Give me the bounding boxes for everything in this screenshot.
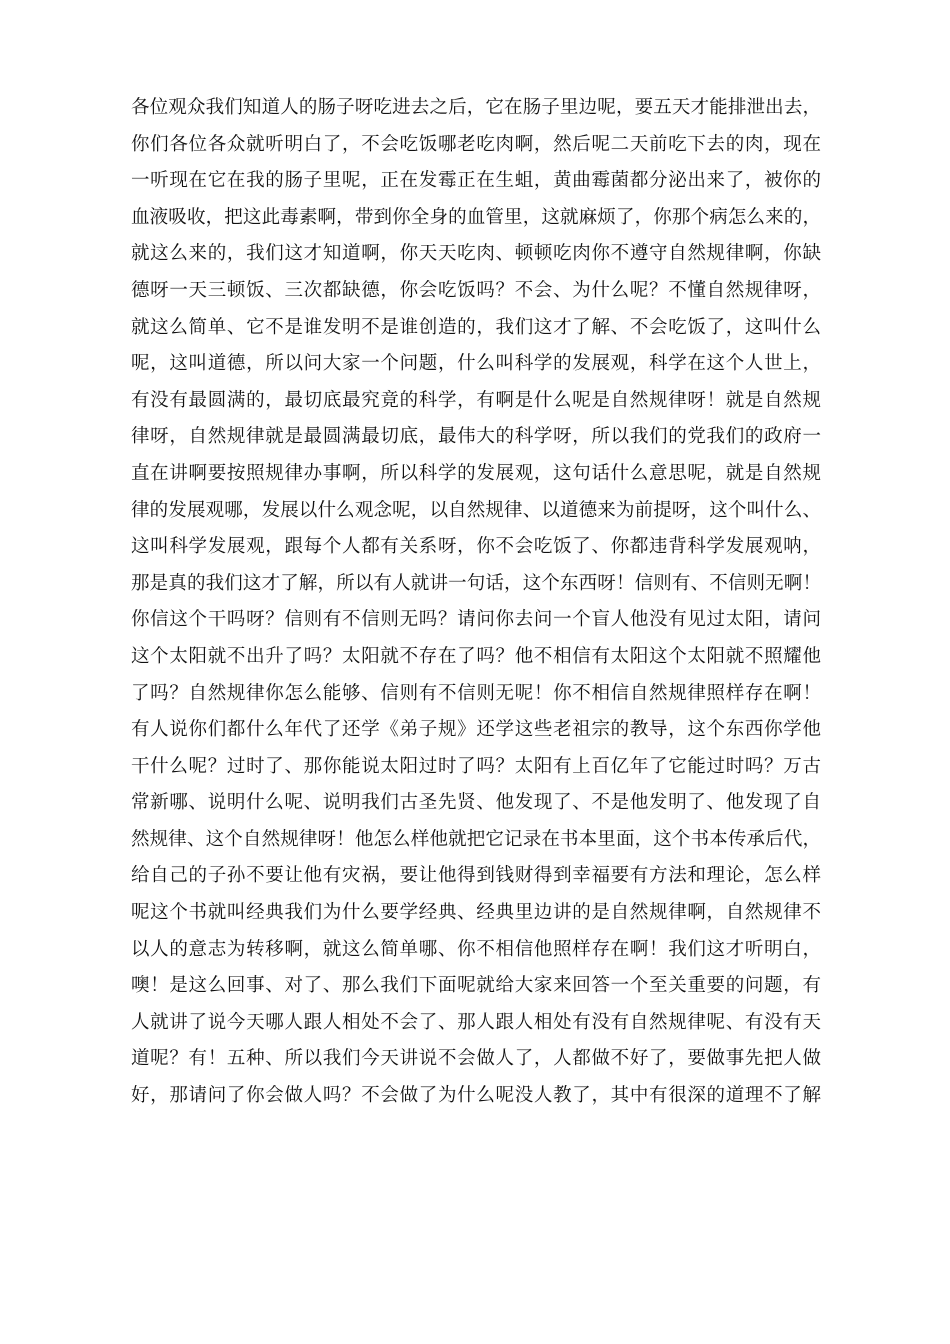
text-line: 给自己的子孙不要让他有灾祸，要让他得到钱财得到幸福要有方法和理论，怎么样 xyxy=(131,865,821,887)
text-line: 人就讲了说今天哪人跟人相处不会了、那人跟人相处有没有自然规律呢、有没有天 xyxy=(131,1011,821,1033)
text-line: 你信这个干吗呀？信则有不信则无吗？请问你去问一个盲人他没有见过太阳，请问 xyxy=(131,609,821,631)
text-line: 血液吸收，把这此毒素啊，带到你全身的血管里，这就麻烦了，你那个病怎么来的， xyxy=(131,206,821,228)
text-line: 呢，这叫道德，所以问大家一个问题，什么叫科学的发展观，科学在这个人世上， xyxy=(131,353,821,375)
text-line: 以人的意志为转移啊，就这么简单哪、你不相信他照样存在啊！我们这才听明白， xyxy=(131,938,821,960)
text-line: 那是真的我们这才了解，所以有人就讲一句话，这个东西呀！信则有、不信则无啊！ xyxy=(131,572,821,594)
text-line: 有没有最圆满的，最切底最究竟的科学，有啊是什么呢是自然规律呀！就是自然规 xyxy=(131,389,821,411)
text-line: 噢！是这么回事、对了、那么我们下面呢就给大家来回答一个至关重要的问题，有 xyxy=(131,975,821,997)
text-line: 道呢？有！五种、所以我们今天讲说不会做人了，人都做不好了，要做事先把人做 xyxy=(131,1048,821,1070)
text-line: 德呀一天三顿饭、三次都缺德，你会吃饭吗？不会、为什么呢？不懂自然规律呀， xyxy=(131,279,821,301)
text-line: 就这么简单、它不是谁发明不是谁创造的，我们这才了解、不会吃饭了，这叫什么 xyxy=(131,316,821,338)
body-text xyxy=(131,90,821,1115)
text-line: 然规律、这个自然规律呀！他怎么样他就把它记录在书本里面，这个书本传承后代， xyxy=(131,828,821,850)
text-line: 好，那请问了你会做人吗？不会做了为什么呢没人教了，其中有很深的道理不了解 xyxy=(131,1085,821,1107)
text-line: 常新哪、说明什么呢、说明我们古圣先贤、他发现了、不是他发明了、他发现了自 xyxy=(131,792,821,814)
text-line: 一听现在它在我的肠子里呢，正在发霉正在生蛆，黄曲霉菌都分泌出来了，被你的 xyxy=(131,170,821,192)
text-line: 这个太阳就不出升了吗？太阳就不存在了吗？他不相信有太阳这个太阳就不照耀他 xyxy=(131,645,821,667)
text-line: 就这么来的，我们这才知道啊，你天天吃肉、顿顿吃肉你不遵守自然规律啊，你缺 xyxy=(131,243,821,265)
text-line: 律的发展观哪，发展以什么观念呢，以自然规律、以道德来为前提呀，这个叫什么、 xyxy=(131,499,821,521)
text-line: 这叫科学发展观，跟每个人都有关系呀，你不会吃饭了、你都违背科学发展观呐， xyxy=(131,536,821,558)
text-line: 了吗？自然规律你怎么能够、信则有不信则无呢！你不相信自然规律照样存在啊！ xyxy=(131,682,821,704)
text-line: 呢这个书就叫经典我们为什么要学经典、经典里边讲的是自然规律啊，自然规律不 xyxy=(131,902,821,924)
text-line: 干什么呢？过时了、那你能说太阳过时了吗？太阳有上百亿年了它能过时吗？万古 xyxy=(131,755,821,777)
text-line: 律呀，自然规律就是最圆满最切底，最伟大的科学呀，所以我们的党我们的政府一 xyxy=(131,426,821,448)
text-line: 直在讲啊要按照规律办事啊，所以科学的发展观，这句话什么意思呢，就是自然规 xyxy=(131,462,821,484)
text-line: 有人说你们都什么年代了还学《弟子规》还学这些老祖宗的教导，这个东西你学他 xyxy=(131,719,821,741)
text-line: 各位观众我们知道人的肠子呀吃进去之后，它在肠子里边呢，要五天才能排泄出去， xyxy=(131,97,821,118)
text-line: 你们各位各众就听明白了，不会吃饭哪老吃肉啊，然后呢二天前吃下去的肉，现在 xyxy=(131,133,821,155)
